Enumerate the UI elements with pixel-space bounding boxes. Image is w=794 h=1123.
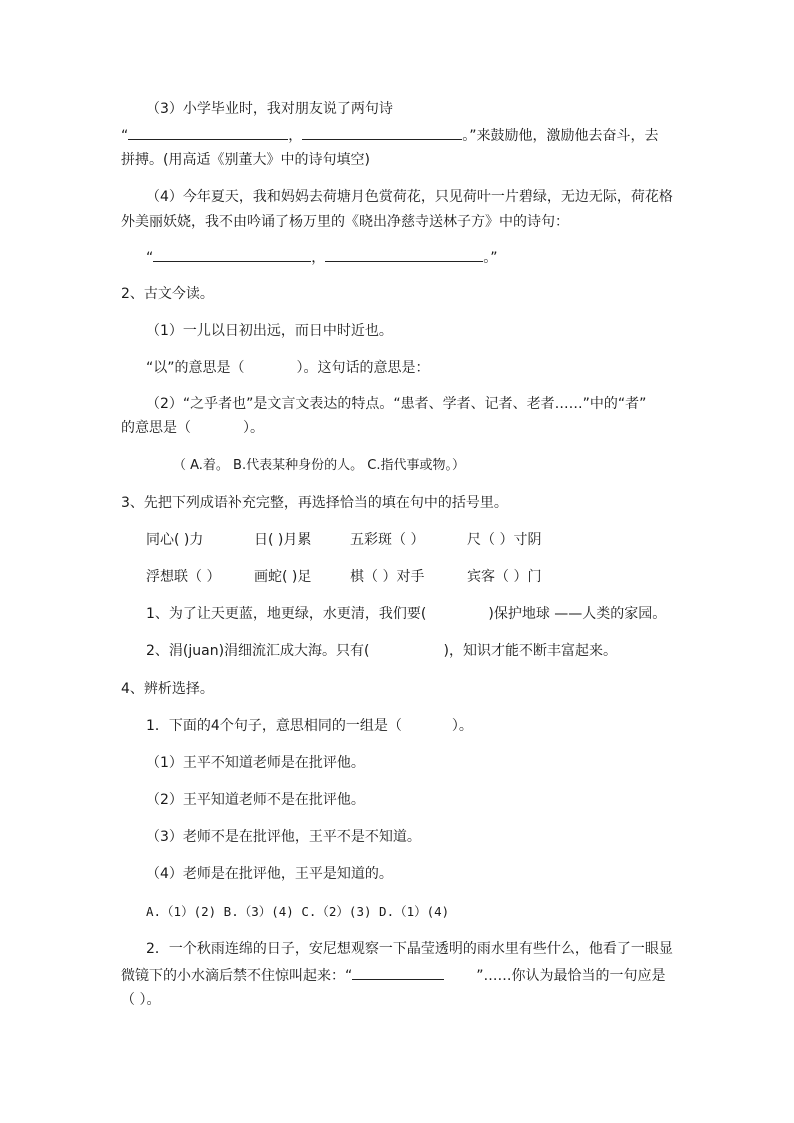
- s3-q2-prefix: 2、涓(juan)涓细流汇成大海。只有(: [146, 643, 370, 659]
- q4-line1: （4）今年夏天，我和妈妈去荷塘月色赏荷花，只见荷叶一片碧绿，无边无际，荷花格: [146, 189, 673, 205]
- idiom-4: 尺（ ）寸阴: [467, 532, 542, 548]
- s3-q1: [146, 604, 666, 624]
- s4-q1-suffix: ）。: [451, 718, 473, 734]
- s4-q2-suffix: ”……你认为最恰当的一句应是: [476, 968, 666, 984]
- s2-line4-prefix: 的意思是（: [121, 420, 191, 436]
- idiom-3: 五彩斑（ ）: [350, 532, 425, 548]
- idiom-1: 同心( )力: [146, 532, 204, 548]
- q3-blank-1[interactable]: [128, 124, 288, 140]
- s3-q2: [146, 641, 617, 661]
- q4-line3: [146, 246, 498, 268]
- s2-line2: [146, 358, 430, 378]
- section-4-title: 4、辨析选择。: [121, 681, 214, 697]
- s2-line1: （1）一儿以日初出远，而日中时近也。: [146, 323, 393, 339]
- s4-q1: [146, 716, 473, 736]
- s2-line4: [121, 418, 264, 438]
- q4-blank-2[interactable]: [325, 246, 483, 262]
- open-quote: “: [146, 250, 154, 266]
- idiom-row-2: [146, 567, 541, 587]
- idiom-8: 宾客（ ）门: [467, 569, 542, 585]
- idiom-5: 浮想联（ ）: [146, 569, 221, 585]
- s2-line2-suffix: ）。这句话的意思是：: [296, 360, 430, 376]
- s4-choices: A.（1）(2) B.（3）(4) C.（2）(3) D.（1）(4): [146, 904, 450, 919]
- q4-blank-1[interactable]: [153, 246, 311, 262]
- s3-q2-suffix: )，知识才能不断丰富起来。: [443, 643, 617, 659]
- comma: ，: [311, 250, 326, 266]
- s4-q2-blank[interactable]: [352, 964, 444, 980]
- s2-options: （ A.着。 B.代表某种身份的人。 C.指代事或物。）: [173, 458, 465, 473]
- s2-line4-suffix: ）。: [243, 420, 264, 436]
- idiom-7: 棋（ ）对手: [350, 569, 425, 585]
- s3-q1-suffix: )保护地球 ——人类的家园。: [488, 606, 667, 622]
- q3-line2-tail: 。”来鼓励他，激励他去奋斗，去: [462, 128, 659, 144]
- q3-line3: 拼搏。(用高适《别董大》中的诗句填空): [121, 152, 370, 168]
- q3-line2: [121, 124, 659, 146]
- q3-blank-2[interactable]: [302, 124, 462, 140]
- idiom-6: 画蛇( )足: [254, 569, 312, 585]
- q3-line1: （3）小学毕业时，我对朋友说了两句诗: [146, 101, 393, 117]
- s2-line2-prefix: “以”的意思是（: [146, 360, 245, 376]
- s4-q2-line1: 2．一个秋雨连绵的日子，安尼想观察一下晶莹透明的雨水里有些什么，他看了一眼显: [146, 941, 673, 957]
- open-quote: “: [121, 128, 129, 144]
- s4-option-2: （2）王平知道老师不是在批评他。: [146, 792, 365, 808]
- s4-q2-line2: [121, 964, 666, 986]
- idiom-row-1: [146, 530, 541, 550]
- s2-line3: （2）“之乎者也”是文言文表达的特点。“患者、学者、记者、老者……”中的“者”: [146, 396, 647, 412]
- s4-q1-prefix: 1．下面的4个句子，意思相同的一组是（: [146, 718, 402, 734]
- section-3-title: 3、先把下列成语补充完整，再选择恰当的填在句中的括号里。: [121, 495, 508, 511]
- s4-option-3: （3）老师不是在批评他，王平不是不知道。: [146, 829, 421, 845]
- s4-q2-line3: （ ）。: [121, 992, 161, 1008]
- s4-option-1: （1）王平不知道老师是在批评他。: [146, 755, 365, 771]
- comma: ，: [288, 128, 303, 144]
- q4-line2: 外美丽妖娆，我不由吟诵了杨万里的《晓出净慈寺送林子方》中的诗句：: [121, 214, 569, 230]
- s3-q1-prefix: 1、为了让天更蓝，地更绿，水更清，我们要(: [146, 606, 427, 622]
- section-2-title: 2、古文今读。: [121, 286, 214, 302]
- q4-line3-tail: 。”: [483, 250, 498, 266]
- s4-option-4: （4）老师是在批评他，王平是知道的。: [146, 866, 393, 882]
- idiom-2: 日( )月累: [254, 532, 312, 548]
- s4-q2-prefix: 微镜下的小水滴后禁不住惊叫起来：“: [121, 968, 353, 984]
